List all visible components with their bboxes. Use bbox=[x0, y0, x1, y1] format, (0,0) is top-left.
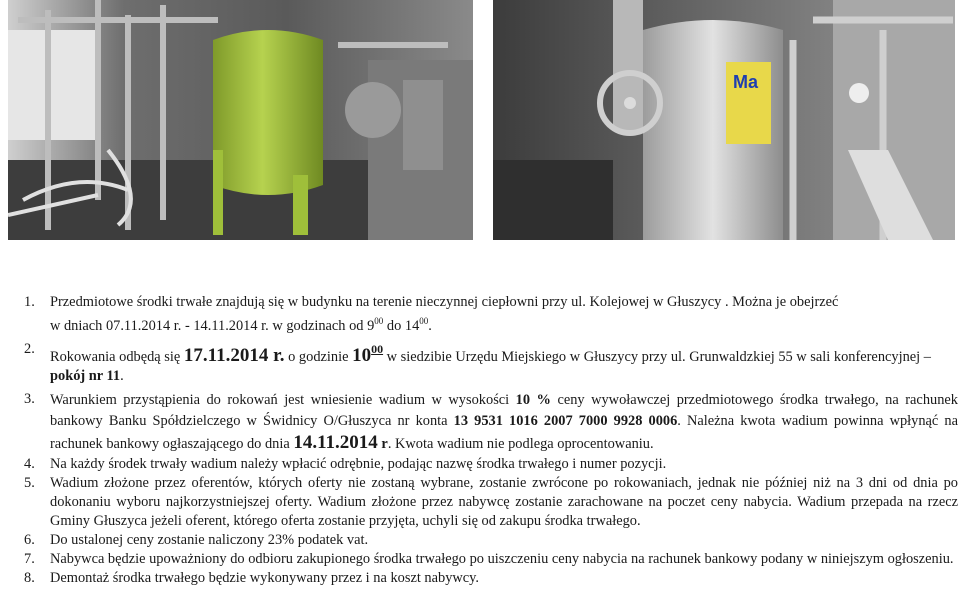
item-number: 3. bbox=[24, 391, 35, 407]
percent-highlight: 10 % bbox=[515, 392, 551, 408]
item-text: Demontaż środka trwałego będzie wykonywany przez i na koszt nabywcy. bbox=[50, 570, 480, 586]
item-text: Do ustalonej ceny zostanie naliczony 23% podatek vat. bbox=[50, 532, 369, 548]
item-number: 1. bbox=[24, 294, 35, 310]
item-text: r bbox=[377, 436, 388, 452]
date-highlight: 17.11.2014 r. bbox=[183, 345, 285, 366]
item-text: Nabywca będzie upoważniony do odbioru zakupionego środka trwałego po uiszczeniu ceny nabycia na rachunek bankowy podany w niniejszym ogłoszeniu. bbox=[50, 551, 954, 567]
item-number: 4. bbox=[24, 456, 35, 472]
item-text: Na każdy środek trwały wadium należy wpłacić odrębnie, podając nazwę środka trwałego i numer pozycji. bbox=[50, 456, 667, 472]
item-text: do 14 bbox=[383, 318, 420, 334]
superscript: 00 bbox=[374, 316, 384, 326]
item-text: o godzinie bbox=[284, 349, 353, 365]
item-number: 7. bbox=[24, 551, 35, 567]
photo-boiler-room-left bbox=[8, 0, 473, 240]
superscript: 00 bbox=[371, 342, 384, 356]
item-text: . Należna kwota wadium powinna wpłynąć na rachunek bankowy ogłaszającego do dnia bbox=[50, 413, 958, 452]
item-number: 8. bbox=[24, 570, 35, 586]
item-text: ceny wywoławczej przedmiotowego środka trwałego, na rachunek bankowy Banku Spółdzielczego w Świdnicy O/Głuszyca nr konta bbox=[50, 392, 958, 429]
tank-label-text: Ma bbox=[733, 72, 759, 92]
list-item bbox=[24, 340, 958, 386]
item-text: w dniach 07.11.2014 r. - 14.11.2014 r. w godzinach od 9 bbox=[50, 318, 375, 334]
item-text: Wadium złożone przez oferentów, których oferty nie zostaną wybrane, zostanie zwrócone po rokowaniach, jednak nie później niż na 3 dni od dnia po dokonaniu wyboru najkorzystniejszej oferty. Wadium złożone przez nabywcę zostanie zarachowane na poczet ceny nabycia. Wadium przepada na rzecz Gminy Głuszyca jeżeli oferent, którego oferta zostanie przyjęta, uchyli się od zakupu środka trwałego. bbox=[50, 475, 958, 529]
list-item bbox=[24, 474, 958, 531]
room-highlight: pokój nr 11 bbox=[50, 368, 121, 384]
deadline-highlight: 14.11.2014 bbox=[293, 432, 378, 453]
list-item bbox=[24, 455, 958, 474]
list-item bbox=[24, 550, 958, 569]
item-text: Rokowania odbędą się bbox=[50, 349, 184, 365]
item-number: 6. bbox=[24, 532, 35, 548]
item-number: 5. bbox=[24, 475, 35, 491]
item-text: . Kwota wadium nie podlega oprocentowaniu. bbox=[387, 436, 654, 452]
item-text: . bbox=[120, 368, 124, 384]
photo-boiler-room-right bbox=[493, 0, 955, 240]
account-number: 13 9531 1016 2007 7000 9928 0006 bbox=[453, 413, 678, 429]
item-text: Warunkiem przystąpienia do rokowań jest wniesienie wadium w wysokości bbox=[50, 392, 516, 408]
list-item bbox=[24, 293, 958, 336]
item-number: 2. bbox=[24, 341, 35, 357]
announcement-list bbox=[24, 293, 958, 588]
item-text: . bbox=[428, 318, 432, 334]
list-item bbox=[24, 569, 958, 588]
hour-highlight: 10 bbox=[352, 345, 372, 366]
list-item bbox=[24, 390, 958, 455]
item-text: w siedzibie Urzędu Miejskiego w Głuszycy przy ul. Grunwaldzkiej 55 w sali konferencyjnej – bbox=[383, 349, 931, 365]
superscript: 00 bbox=[419, 316, 429, 326]
list-item bbox=[24, 531, 958, 550]
item-text: Przedmiotowe środki trwałe znajdują się w budynku na terenie nieczynnej ciepłowni przy ul. Kolejowej w Głuszycy . Można je obejrzeć bbox=[50, 294, 839, 310]
